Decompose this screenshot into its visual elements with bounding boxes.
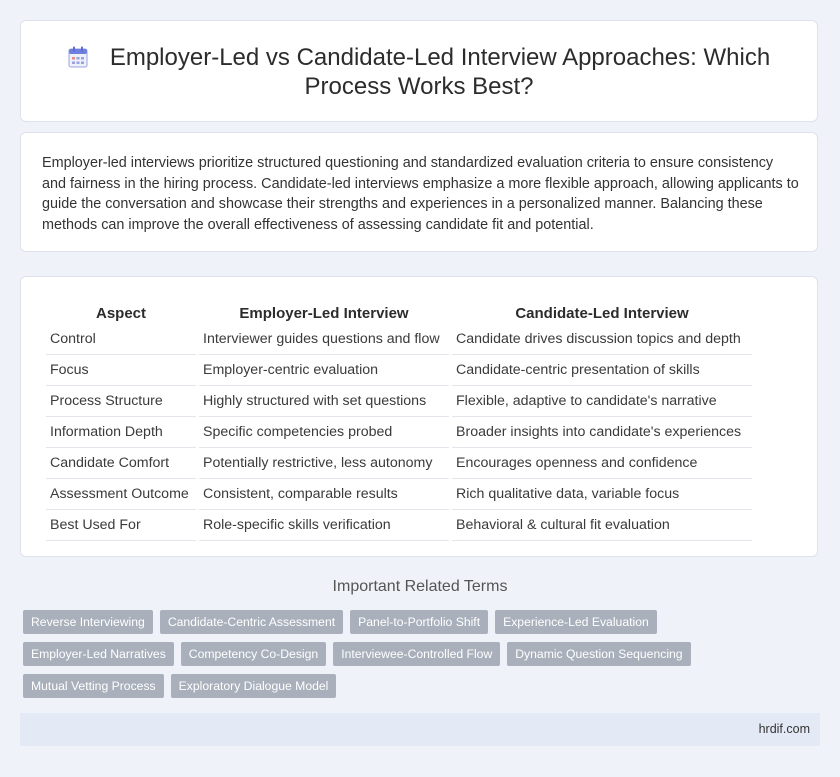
column-header-candidate: Candidate-Led Interview <box>515 305 689 322</box>
column-header-employer: Employer-Led Interview <box>239 305 409 322</box>
related-term-tag[interactable]: Employer-Led Narratives <box>23 642 174 666</box>
table-cell: Focus <box>46 355 196 386</box>
table-cell: Candidate Comfort <box>46 448 196 479</box>
table-cell: Assessment Outcome <box>46 479 196 510</box>
comparison-table <box>43 294 755 541</box>
table-row <box>46 417 752 448</box>
table-cell: Rich qualitative data, variable focus <box>452 479 752 510</box>
intro-paragraph: Employer-led interviews prioritize structured questioning and standardized evaluation criteria to ensure consistency and fairness in the hiring process. Candidate-led interviews emphasize a more flexible approach, allowing applicants to guide the conversation and showcase their strengths and experiences in a personalized manner. Balancing these methods can improve the overall effectiveness of assessing candidate fit and potential. <box>42 155 799 233</box>
footer <box>20 713 820 746</box>
table-cell: Highly structured with set questions <box>199 386 449 417</box>
column-header-aspect: Aspect <box>95 305 147 322</box>
table-cell: Control <box>46 324 196 355</box>
table-cell: Information Depth <box>46 417 196 448</box>
related-term-tag[interactable]: Panel-to-Portfolio Shift <box>350 610 488 634</box>
table-cell: Specific competencies probed <box>199 417 449 448</box>
table-row <box>46 386 752 417</box>
table-cell: Interviewer guides questions and flow <box>199 324 449 355</box>
table-cell: Consistent, comparable results <box>199 479 449 510</box>
related-term-tag[interactable]: Competency Co-Design <box>181 642 326 666</box>
table-row <box>46 479 752 510</box>
related-terms-title: Important Related Terms <box>332 578 508 595</box>
table-cell: Encourages openness and confidence <box>452 448 752 479</box>
table-row <box>46 355 752 386</box>
comparison-card <box>20 276 818 557</box>
related-term-tag[interactable]: Mutual Vetting Process <box>23 674 164 698</box>
table-cell: Behavioral & cultural fit evaluation <box>452 510 752 541</box>
related-term-tag[interactable]: Dynamic Question Sequencing <box>507 642 690 666</box>
page-title-text: Employer-Led vs Candidate-Led Interview Approaches: Which Process Works Best? <box>109 44 771 100</box>
table-cell: Candidate-centric presentation of skills <box>452 355 752 386</box>
table-row <box>46 510 752 541</box>
related-terms-list <box>23 610 803 698</box>
table-cell: Role-specific skills verification <box>199 510 449 541</box>
related-term-tag[interactable]: Candidate-Centric Assessment <box>160 610 343 634</box>
calendar-icon <box>68 46 88 68</box>
related-term-tag[interactable]: Experience-Led Evaluation <box>495 610 657 634</box>
related-term-tag[interactable]: Interviewee-Controlled Flow <box>333 642 500 666</box>
table-row <box>46 324 752 355</box>
page-title <box>61 43 777 101</box>
related-term-tag[interactable]: Exploratory Dialogue Model <box>171 674 337 698</box>
table-cell: Flexible, adaptive to candidate's narrative <box>452 386 752 417</box>
table-cell: Potentially restrictive, less autonomy <box>199 448 449 479</box>
related-term-tag[interactable]: Reverse Interviewing <box>23 610 153 634</box>
table-header-row <box>46 294 752 324</box>
table-cell: Broader insights into candidate's experiences <box>452 417 752 448</box>
table-cell: Process Structure <box>46 386 196 417</box>
table-cell: Candidate drives discussion topics and depth <box>452 324 752 355</box>
title-card <box>20 20 818 122</box>
intro-card <box>20 132 818 252</box>
table-row <box>46 448 752 479</box>
footer-site-link[interactable]: hrdif.com <box>758 722 810 736</box>
table-cell: Employer-centric evaluation <box>199 355 449 386</box>
table-cell: Best Used For <box>46 510 196 541</box>
